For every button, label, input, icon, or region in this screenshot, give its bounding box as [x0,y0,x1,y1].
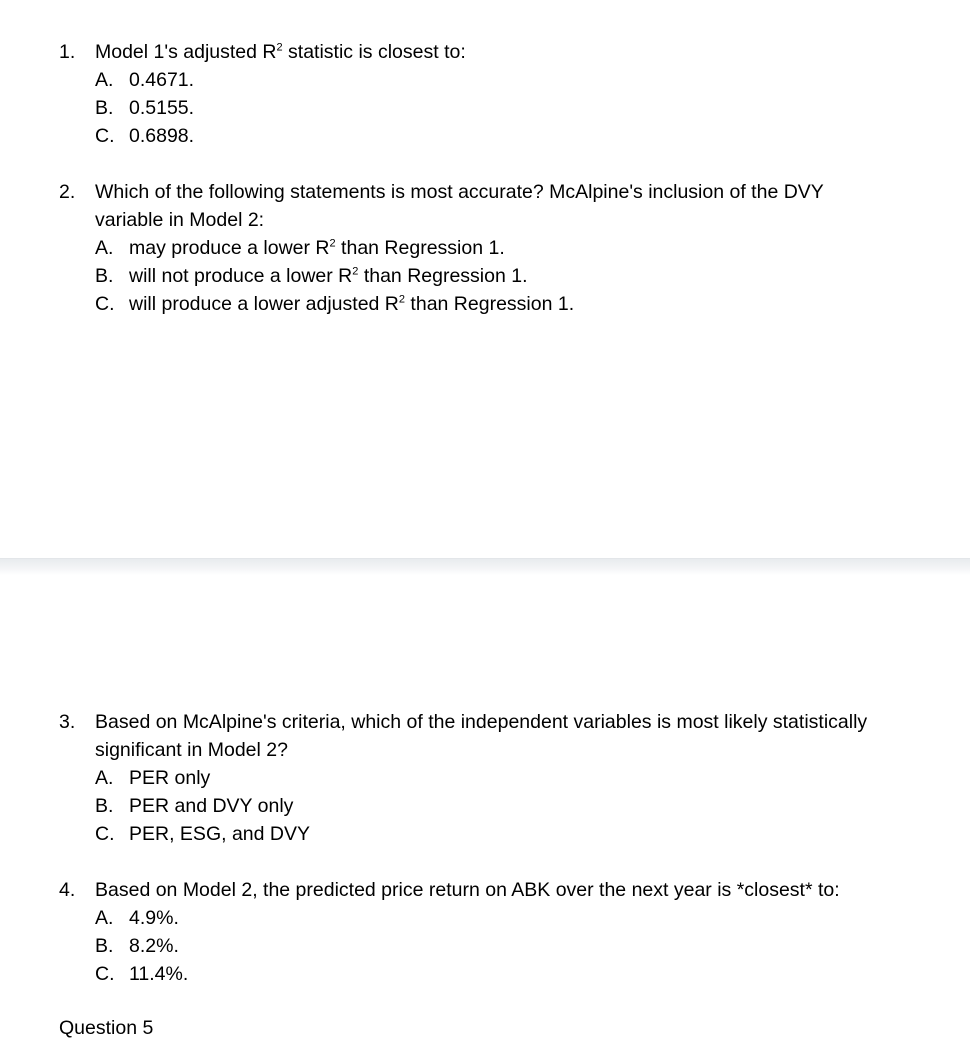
answer-options [95,234,949,318]
option-text: 8.2%. [129,935,179,957]
option-text: 0.4671. [129,69,195,91]
option-text: PER only [129,767,211,789]
option-letter: A. [95,907,114,929]
option-letter: C. [95,823,115,845]
option-letter: C. [95,963,115,985]
option-text: may produce a lower $R^2$ than Regression 1. [129,237,505,259]
option-c [95,960,949,988]
option-a [95,66,949,94]
answer-options [95,66,949,150]
option-a [95,764,949,792]
option-text: PER, ESG, and DVY [129,823,310,845]
option-a [95,234,949,262]
option-b [95,262,949,290]
option-letter: B. [95,795,114,817]
answer-options [95,904,949,988]
option-text: PER and DVY only [129,795,294,817]
question-number: 3. [59,711,76,733]
option-letter: A. [95,69,114,91]
option-letter: A. [95,237,114,259]
question-3 [59,708,949,848]
option-text: 4.9%. [129,907,179,929]
option-b [95,792,949,820]
option-letter: A. [95,767,114,789]
answer-options [95,764,949,848]
question-2-stem [59,178,949,234]
option-letter: B. [95,265,114,287]
option-text: 11.4%. [129,963,189,985]
option-letter: C. [95,125,115,147]
option-letter: C. [95,293,115,315]
question-text: Based on Model 2, the predicted price return on ABK over the next year is *closest* to: [95,879,840,901]
question-text: Based on McAlpine's criteria, which of the independent variables is most likely statistically significant in Model 2? [95,711,868,761]
question-1 [59,38,949,150]
question-1-stem [59,38,949,66]
question-number: 2. [59,181,76,203]
option-text: will produce a lower adjusted $R^2$ than Regression 1. [129,293,575,315]
option-b [95,94,949,122]
option-text: 0.6898. [129,125,195,147]
question-number: 1. [59,41,76,63]
question-text: Which of the following statements is most accurate? McAlpine's inclusion of the DVY variable in Model 2: [95,181,824,231]
question-4-stem [59,876,949,904]
option-c [95,820,949,848]
option-letter: B. [95,97,114,119]
question-3-stem [59,708,949,764]
option-letter: B. [95,935,114,957]
question-number: 4. [59,879,76,901]
page-divider [0,558,970,575]
option-b [95,932,949,960]
option-text: 0.5155. [129,97,195,119]
question-text: Model 1's adjusted $R^2$ statistic is closest to: [95,41,466,63]
question-2 [59,178,949,318]
next-question-heading-cutoff: Question 5 [59,1017,154,1039]
option-a [95,904,949,932]
option-c [95,290,949,318]
question-4 [59,876,949,988]
option-text: will not produce a lower $R^2$ than Regression 1. [129,265,528,287]
option-c [95,122,949,150]
